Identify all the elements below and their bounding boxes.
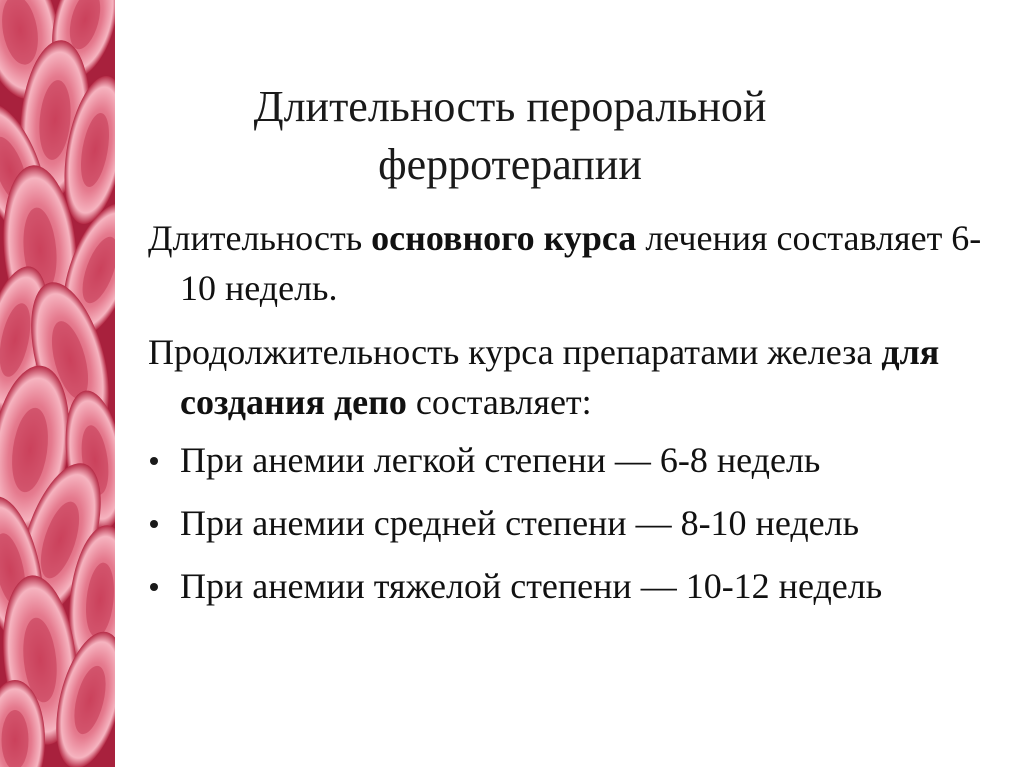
paragraph-2-bold: для создания депо	[180, 332, 940, 422]
list-item	[148, 498, 1008, 548]
paragraph-course-duration	[148, 213, 1008, 313]
slide-body	[148, 213, 1008, 624]
list-item-text: При анемии средней степени — 8-10 недель	[180, 503, 860, 543]
paragraph-depot-duration	[148, 327, 1008, 427]
red-blood-cells-image	[0, 0, 115, 767]
paragraph-1-text-end: лечения составляет 6-10 недель.	[180, 218, 982, 308]
list-item-text: При анемии легкой степени — 6-8 недель	[180, 440, 821, 480]
bullet-icon	[150, 583, 158, 591]
slide-title	[160, 78, 860, 194]
list-item	[148, 561, 1008, 611]
bullet-icon	[150, 520, 158, 528]
anemia-severity-list	[148, 435, 1008, 611]
list-item-text: При анемии тяжелой степени — 10-12 недель	[180, 566, 883, 606]
title-line-2: ферротерапии	[378, 140, 642, 189]
title-line-1: Длительность пероральной	[253, 82, 767, 131]
paragraph-2-text-start: Продолжительность курса препаратами железа	[148, 332, 882, 372]
bullet-icon	[150, 457, 158, 465]
list-item	[148, 435, 1008, 485]
paragraph-2-text-end: составляет:	[406, 382, 592, 422]
paragraph-1-text-start: Длительность	[148, 218, 372, 258]
paragraph-1-bold: основного курса	[371, 218, 637, 258]
